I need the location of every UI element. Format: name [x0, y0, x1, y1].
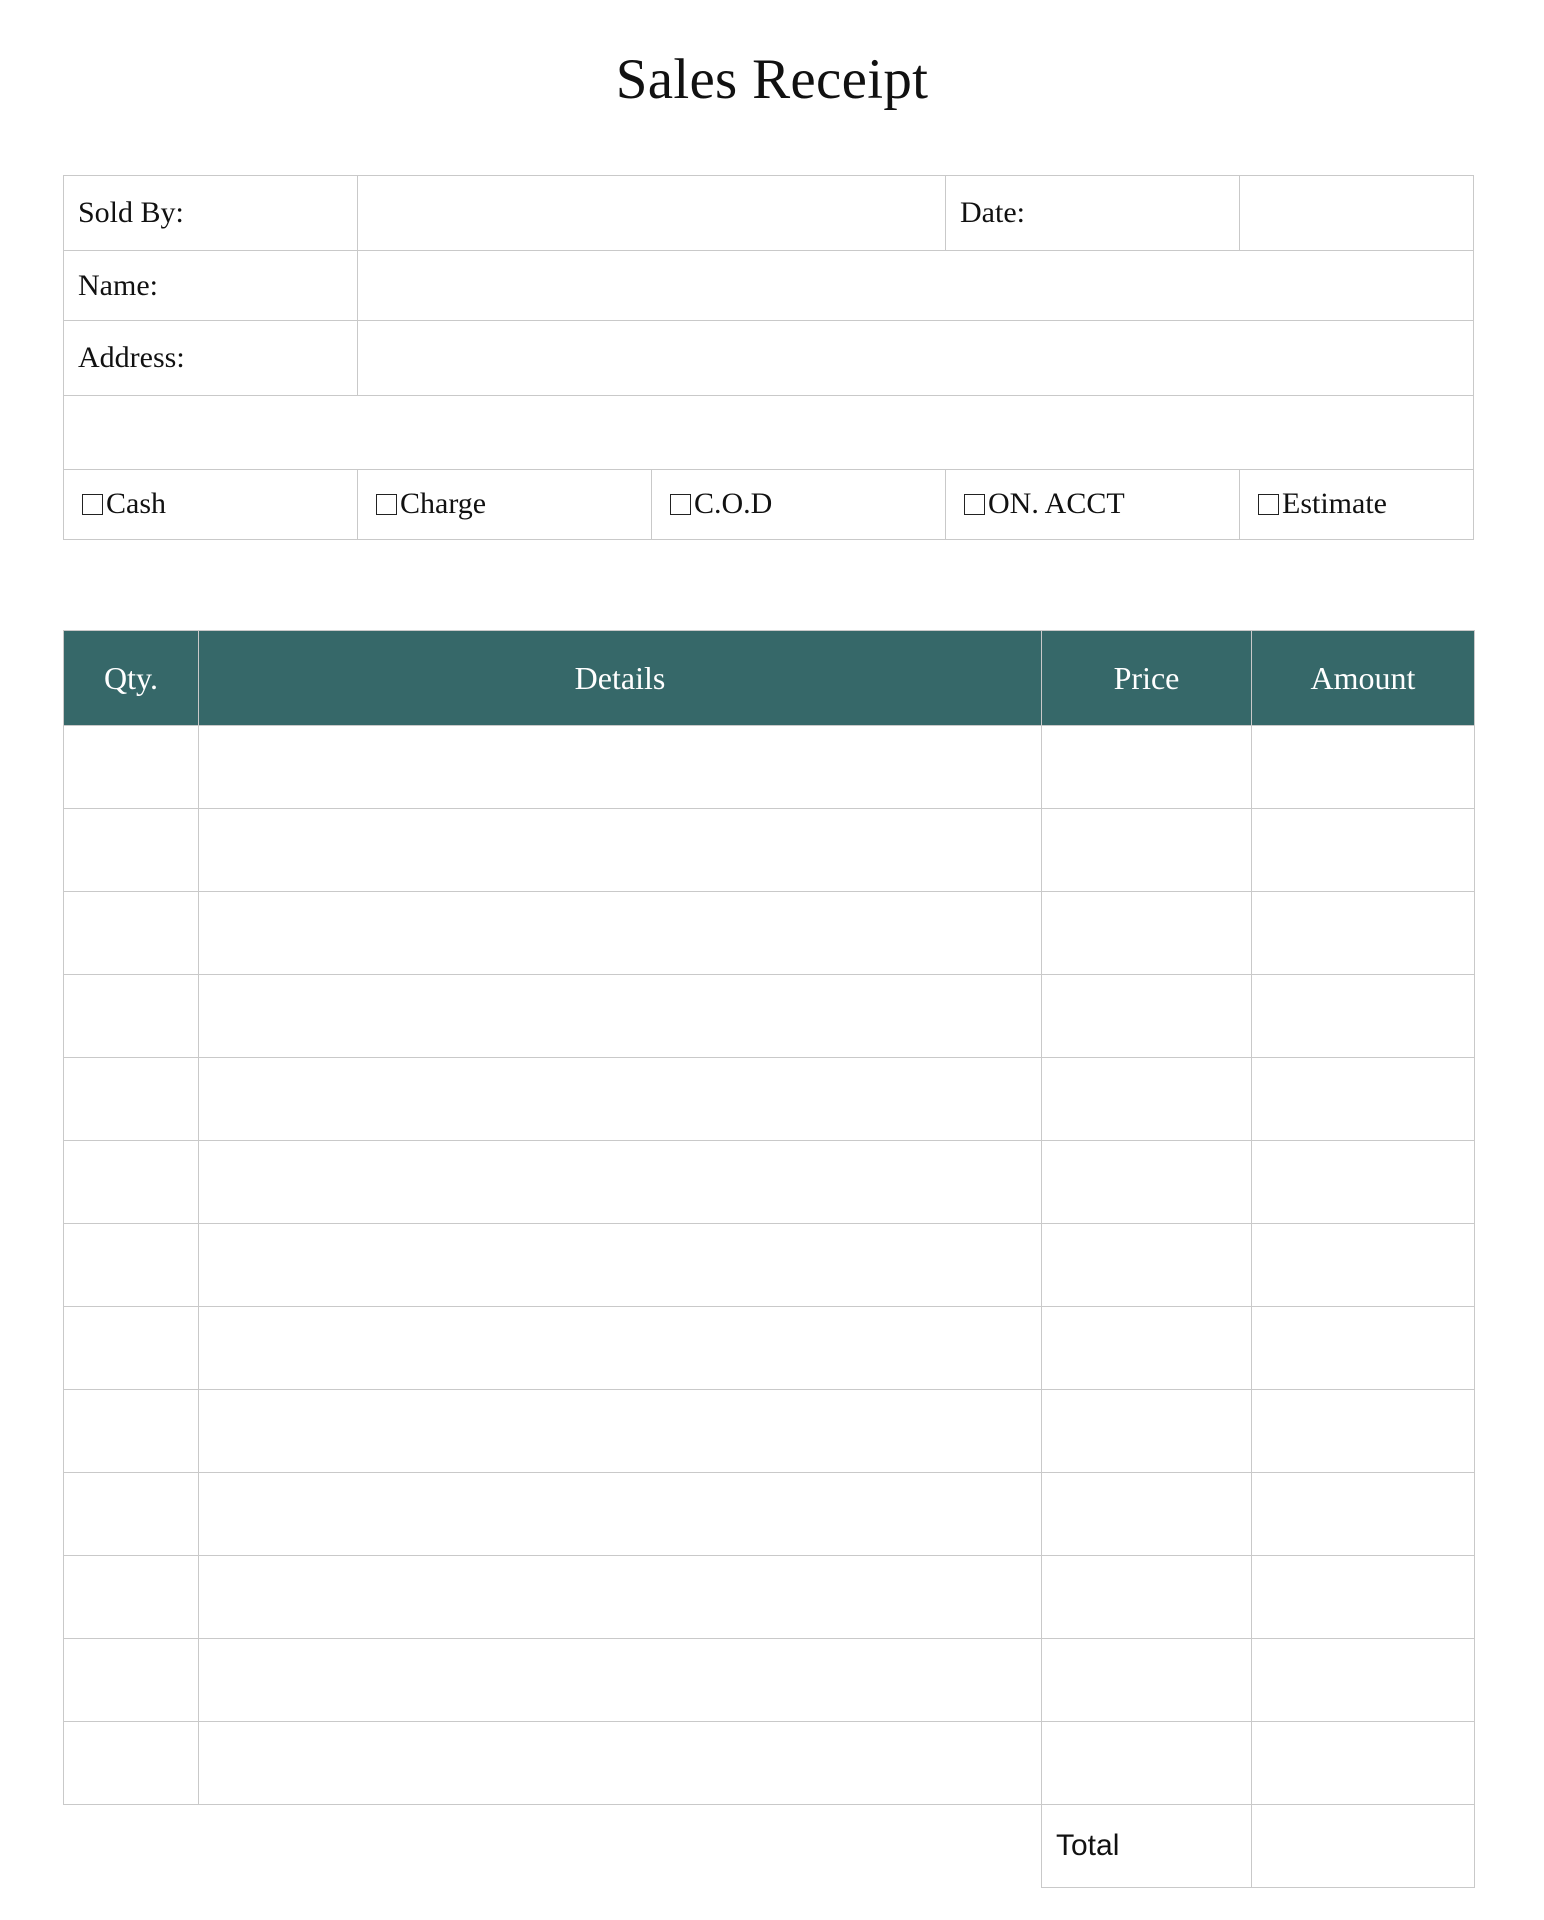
details-cell[interactable] [199, 1390, 1042, 1473]
amount-cell[interactable] [1252, 975, 1475, 1058]
table-row [64, 1141, 1475, 1224]
price-cell[interactable] [1042, 1473, 1252, 1556]
estimate-checkbox[interactable] [1258, 494, 1279, 515]
price-cell[interactable] [1042, 1556, 1252, 1639]
date-label: Date: [946, 176, 1240, 251]
qty-cell[interactable] [64, 1058, 199, 1141]
table-row [64, 1058, 1475, 1141]
table-row [64, 1390, 1475, 1473]
on-acct-checkbox[interactable] [964, 494, 985, 515]
cash-label: Cash [106, 486, 166, 520]
price-cell[interactable] [1042, 1307, 1252, 1390]
amount-cell[interactable] [1252, 726, 1475, 809]
qty-cell[interactable] [64, 726, 199, 809]
price-cell[interactable] [1042, 975, 1252, 1058]
on-acct-label: ON. ACCT [988, 486, 1125, 520]
qty-cell[interactable] [64, 1390, 199, 1473]
price-cell[interactable] [1042, 892, 1252, 975]
details-cell[interactable] [199, 1307, 1042, 1390]
qty-cell[interactable] [64, 892, 199, 975]
table-row [64, 1473, 1475, 1556]
customer-info-table [63, 175, 1474, 540]
price-cell[interactable] [1042, 1639, 1252, 1722]
table-row [64, 726, 1475, 809]
payment-option-estimate[interactable] [1240, 470, 1474, 540]
price-cell[interactable] [1042, 1141, 1252, 1224]
amount-cell[interactable] [1252, 1058, 1475, 1141]
payment-options-row [64, 470, 1474, 540]
details-cell[interactable] [199, 809, 1042, 892]
details-cell[interactable] [199, 1058, 1042, 1141]
amount-cell[interactable] [1252, 1639, 1475, 1722]
price-cell[interactable] [1042, 1058, 1252, 1141]
name-label: Name: [64, 251, 358, 321]
qty-cell[interactable] [64, 1141, 199, 1224]
total-amount-field[interactable] [1252, 1805, 1475, 1888]
cod-checkbox[interactable] [670, 494, 691, 515]
charge-checkbox[interactable] [376, 494, 397, 515]
details-cell[interactable] [199, 1224, 1042, 1307]
details-cell[interactable] [199, 892, 1042, 975]
qty-cell[interactable] [64, 1639, 199, 1722]
amount-cell[interactable] [1252, 1141, 1475, 1224]
amount-cell[interactable] [1252, 1556, 1475, 1639]
table-row [64, 1722, 1475, 1805]
amount-header: Amount [1252, 631, 1475, 726]
address-line-2-field[interactable] [64, 396, 1474, 470]
name-field[interactable] [358, 251, 1474, 321]
amount-cell[interactable] [1252, 1390, 1475, 1473]
amount-cell[interactable] [1252, 1722, 1475, 1805]
details-cell[interactable] [199, 1556, 1042, 1639]
details-cell[interactable] [199, 1722, 1042, 1805]
payment-option-on-acct[interactable] [946, 470, 1240, 540]
qty-cell[interactable] [64, 1556, 199, 1639]
details-cell[interactable] [199, 975, 1042, 1058]
details-cell[interactable] [199, 1473, 1042, 1556]
table-row [64, 1307, 1475, 1390]
amount-cell[interactable] [1252, 892, 1475, 975]
date-field[interactable] [1240, 176, 1474, 251]
qty-header: Qty. [64, 631, 199, 726]
payment-option-cash[interactable] [64, 470, 358, 540]
sold-by-label: Sold By: [64, 176, 358, 251]
price-cell[interactable] [1042, 1390, 1252, 1473]
sold-by-field[interactable] [358, 176, 946, 251]
table-row [64, 1224, 1475, 1307]
amount-cell[interactable] [1252, 1473, 1475, 1556]
charge-label: Charge [400, 486, 487, 520]
amount-cell[interactable] [1252, 1307, 1475, 1390]
address-label: Address: [64, 321, 358, 396]
table-row [64, 809, 1475, 892]
qty-cell[interactable] [64, 1224, 199, 1307]
qty-cell[interactable] [64, 1307, 199, 1390]
details-header: Details [199, 631, 1042, 726]
details-cell[interactable] [199, 1141, 1042, 1224]
qty-cell[interactable] [64, 1473, 199, 1556]
payment-option-charge[interactable] [358, 470, 652, 540]
cash-checkbox[interactable] [82, 494, 103, 515]
price-cell[interactable] [1042, 726, 1252, 809]
price-cell[interactable] [1042, 809, 1252, 892]
cod-label: C.O.D [694, 486, 773, 520]
details-cell[interactable] [199, 1639, 1042, 1722]
estimate-label: Estimate [1282, 486, 1387, 520]
address-field[interactable] [358, 321, 1474, 396]
qty-cell[interactable] [64, 809, 199, 892]
price-cell[interactable] [1042, 1224, 1252, 1307]
table-row [64, 1556, 1475, 1639]
price-header: Price [1042, 631, 1252, 726]
line-items-table [63, 630, 1475, 1888]
table-row [64, 975, 1475, 1058]
qty-cell[interactable] [64, 975, 199, 1058]
total-spacer [64, 1805, 1042, 1888]
amount-cell[interactable] [1252, 809, 1475, 892]
table-row [64, 892, 1475, 975]
amount-cell[interactable] [1252, 1224, 1475, 1307]
total-row [64, 1805, 1475, 1888]
page-title: Sales Receipt [615, 48, 929, 111]
qty-cell[interactable] [64, 1722, 199, 1805]
price-cell[interactable] [1042, 1722, 1252, 1805]
total-label: Total [1042, 1805, 1252, 1888]
table-row [64, 1639, 1475, 1722]
payment-option-cod[interactable] [652, 470, 946, 540]
details-cell[interactable] [199, 726, 1042, 809]
